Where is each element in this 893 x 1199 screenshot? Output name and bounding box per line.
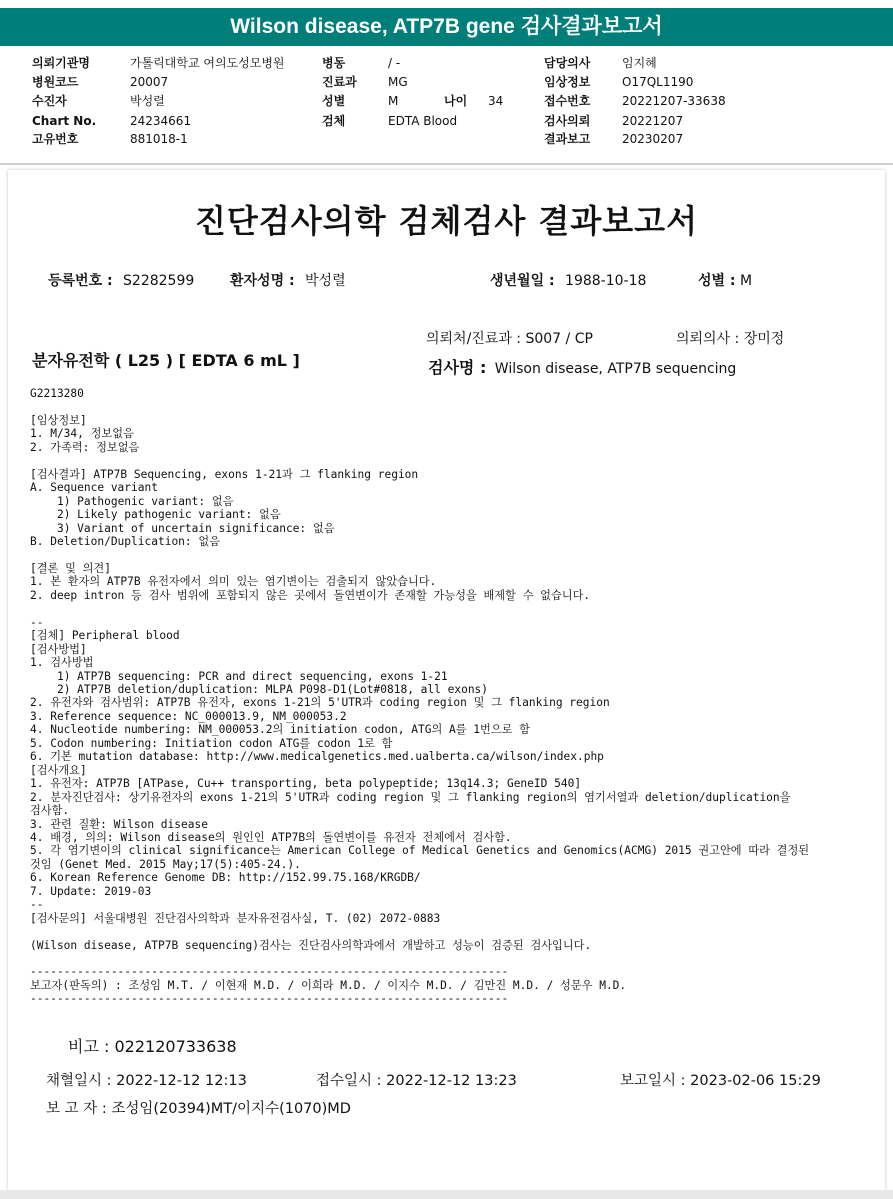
receipt-label: 접수일시 : xyxy=(316,1073,382,1089)
dob-row xyxy=(490,270,646,290)
report-header-title: Wilson disease, ATP7B gene 검사결과보고서 xyxy=(0,8,893,46)
remark-label: 비고 : xyxy=(68,1037,110,1056)
test-name-label: 검사명 : xyxy=(428,358,487,377)
age-value: 34 xyxy=(488,94,504,108)
report-date-label: 보고일시 : xyxy=(620,1073,686,1089)
test-request-label: 검사의뢰 xyxy=(544,114,591,128)
report-date-value: 2023-02-06 15:29 xyxy=(690,1073,821,1089)
remark-row xyxy=(68,1034,237,1057)
clinical-info-label: 임상정보 xyxy=(544,75,591,89)
test-name-row xyxy=(428,355,736,378)
doctor-label: 담당의사 xyxy=(544,56,591,70)
receipt-value: 2022-12-12 13:23 xyxy=(386,1073,517,1089)
collect-row xyxy=(46,1069,247,1090)
doctor-value: 임지혜 xyxy=(622,56,657,70)
report-title: 진단검사의학 검체검사 결과보고서 xyxy=(195,202,698,240)
section-title: 분자유전학 ( L25 ) [ EDTA 6 mL ] xyxy=(32,351,300,370)
reg-value: S2282599 xyxy=(123,273,195,289)
department-value: MG xyxy=(388,75,408,89)
sex-label: 성별 xyxy=(322,94,346,108)
reporter-value: 조성임(20394)MT/이지수(1070)MD xyxy=(111,1101,351,1117)
unique-no-value: 881018-1 xyxy=(130,132,188,146)
sex-value: M xyxy=(388,94,399,108)
test-request-value: 20221207 xyxy=(622,114,684,128)
reporter-label: 보 고 자 : xyxy=(46,1101,107,1117)
receipt-no-label: 접수번호 xyxy=(544,94,591,108)
test-name-value: Wilson disease, ATP7B sequencing xyxy=(494,361,737,377)
receipt-no-value: 20221207-33638 xyxy=(622,94,726,108)
ward-label: 병동 xyxy=(322,56,346,70)
remark-value: 022120733638 xyxy=(114,1037,237,1056)
request-doctor: 의뢰의사 : 장미정 xyxy=(676,331,785,347)
hospital-code-value: 20007 xyxy=(130,75,169,89)
chart-no-label: Chart No. xyxy=(32,114,97,128)
ward-value: / - xyxy=(388,56,401,70)
report-sex-row xyxy=(698,270,752,290)
result-report-value: 20230207 xyxy=(622,132,684,146)
specimen-value: EDTA Blood xyxy=(388,114,458,128)
patient-header-panel xyxy=(0,52,893,164)
institution-value: 가톨릭대학교 여의도성모병원 xyxy=(130,56,285,70)
report-sex-value: M xyxy=(739,273,753,289)
collect-value: 2022-12-12 12:13 xyxy=(116,1073,247,1089)
department-label: 진료과 xyxy=(322,75,357,89)
clinical-info-value: O17QL1190 xyxy=(622,75,694,89)
specimen-label: 검체 xyxy=(322,114,346,128)
unique-no-label: 고유번호 xyxy=(32,132,79,146)
examinee-value: 박성렬 xyxy=(130,94,165,108)
result-report-label: 결과보고 xyxy=(544,132,591,146)
requester: 의뢰처/진료과 : S007 / CP xyxy=(426,331,593,347)
report-sex-label: 성별 : xyxy=(698,273,736,289)
collect-label: 채혈일시 : xyxy=(46,1073,112,1089)
age-label: 나이 xyxy=(444,94,468,108)
institution-label: 의뢰기관명 xyxy=(32,56,90,70)
header-divider xyxy=(0,163,893,165)
page-bottom-strip xyxy=(0,1190,893,1199)
chart-no-value: 24234661 xyxy=(130,114,192,128)
dob-value: 1988-10-18 xyxy=(565,273,647,289)
patient-value: 박성렬 xyxy=(305,273,346,289)
dob-label: 생년월일 : xyxy=(490,273,555,289)
examinee-label: 수진자 xyxy=(32,94,67,108)
registration-row xyxy=(48,270,194,290)
receipt-row xyxy=(316,1069,517,1090)
report-body-text: G2213280 [임상정보] 1. M/34, 정보없음 2. 가족력: 정보없음 [검사결과] ATP7B Sequencing, exons 1-21과 그 flanking region A. Sequence variant 1) Pathogenic variant: 없음 2) Likely pathogenic variant: 없음 3) Variant of uncertain significance: 없음 B. Deletion/Duplication: 없음 [결론 및 의견] 1. 본 환자의 ATP7B 유전자에서 의미 있는 염기변이는 검출되지 않았습니다. 2. deep intron 등 검사 범위에 포함되지 않은 곳에서 돌연변이가 존재할 가능성을 배제할 수 없습니다. -- [검체] Peripheral blood [검사방법] 1. 검사방법 1) ATP7B sequencing: PCR and direct sequencing, exons 1-21 2) ATP7B deletion/duplication: MLPA P098-D1(Lot#0818, all exons) 2. 유전자와 검사범위: ATP7B 유전자, exons 1-21의 5'UTR과 coding region 및 그 flanking region 3. Reference sequence: NC_000013.9, NM_000053.2 4. Nucleotide numbering: NM_000053.2의 initiation codon, ATG의 A를 1번으로 함 5. Codon numbering: Initiation codon ATG를 codon 1로 함 6. 기본 mutation database: http://www.medicalgenetics.med.ualberta.ca/wilson/index.php [검사개요] 1. 유전자: ATP7B [ATPase, Cu++ transporting, beta polypeptide; 13q14.3; GeneID 540] 2. 분자진단검사: 상기유전자의 exons 1-21의 5'UTR과 coding region 및 그 flanking region의 염기서열과 deletion/duplication을 검사함. 3. 관련 질환: Wilson disease 4. 배경, 의의: Wilson disease의 원인인 ATP7B의 돌연변이를 유전자 전체에서 검사함. 5. 각 염기변이의 clinical significance는 American College of Medical Genetics and Genomics(ACMG) 2015 권고안에 따라 결정된 것임 (Genet Med. 2015 May;17(5):405-24.). 6. Korean Reference Genome DB: http://152.99.75.168/KRGDB/ 7. Update: 2019-03 -- [검사문의] 서울대병원 진단검사의학과 분자유전검사실, T. (02) 2072-0883 (Wilson disease, ATP7B sequencing)검사는 진단검사의학과에서 개발하고 성능이 검증된 검사입니다. ----------------------------------------------------------------------- 보고자(판독의) : 조성임 M.T. / 이현재 M.D. / 이희라 M.D. / 이지수 M.D. / 김만진 M.D. / 성문우 M.D. ----------------------------------------------------------------------- xyxy=(30,387,810,1006)
patient-label: 환자성명 : xyxy=(230,273,295,289)
reporter-row xyxy=(46,1097,351,1118)
hospital-code-label: 병원코드 xyxy=(32,75,79,89)
reg-label: 등록번호 : xyxy=(48,273,113,289)
patient-row xyxy=(230,270,346,290)
report-date-row xyxy=(620,1069,821,1090)
